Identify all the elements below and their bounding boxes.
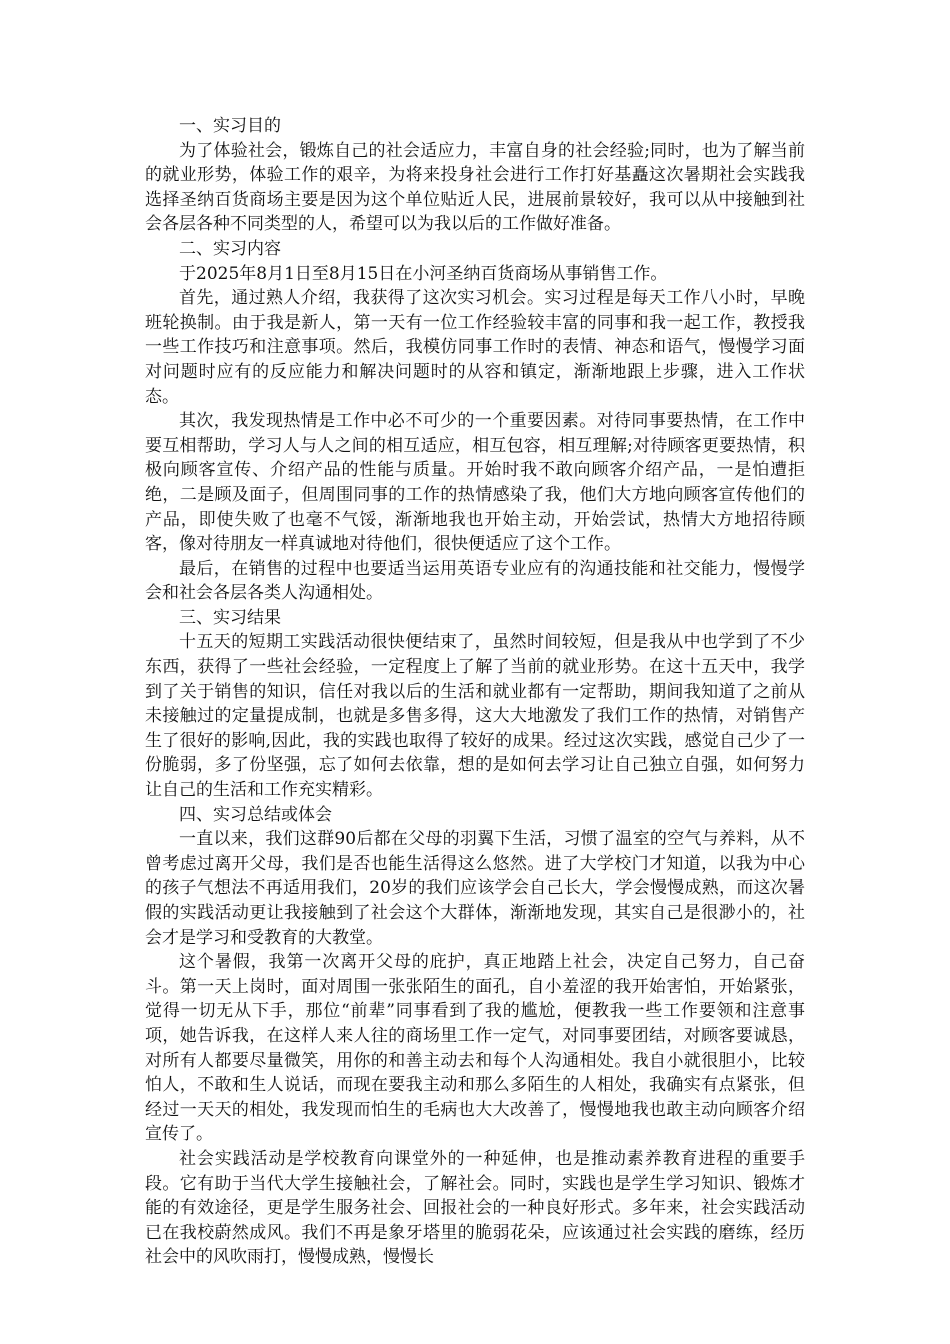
body-paragraph: 其次，我发现热情是工作中必不可少的一个重要因素。对待同事要热情，在工作中要互相帮助，学习人与人之间的相互适应，相互包容，相互理解;对待顾客更要热情，积极向顾客宣传、介绍产品的性能与质量。开始时我不敢向顾客介绍产品，一是怕遭拒绝，二是顾及面子，但周围同事的工作的热情感染了我，他们大方地向顾客宣传他们的产品，即使失败了也毫不气馁，渐渐地我也开始主动，开始尝试，热情大方地招待顾客，像对待朋友一样真诚地对待他们，很快便适应了这个工作。: [145, 411, 805, 555]
section-heading: 一、实习目的: [179, 116, 281, 136]
body-paragraph: 最后，在销售的过程中也要适当运用英语专业应有的沟通技能和社交能力，慢慢学会和社会各层各类人沟通相处。: [145, 558, 805, 604]
body-paragraph: 为了体验社会，锻炼自己的社会适应力，丰富自身的社会经验;同时，也为了解当前的就业形势，体验工作的艰辛，为将来投身社会进行工作打好基矗这次暑期社会实践我选择圣纳百货商场主要是因为这个单位贴近人民，进展前景较好，我可以从中接触到社会各层各种不同类型的人，希望可以为我以后的工作做好准备。: [145, 140, 805, 235]
section-heading: 三、实习结果: [179, 607, 281, 628]
document-body: [145, 114, 805, 1270]
body-paragraph: 社会实践活动是学校教育向课堂外的一种延伸，也是推动素养教育进程的重要手段。它有助于当代大学生接触社会，了解社会。同时，实践也是学生学习知识、锻炼才能的有效途径，更是学生服务社会、回报社会的一种良好形式。多年来，社会实践活动已在我校蔚然成风。我们不再是象牙塔里的脆弱花朵，应该通过社会实践的磨练，经历社会中的风吹雨打，慢慢成熟，慢慢长: [145, 1148, 805, 1268]
body-paragraph: 一直以来，我们这群90后都在父母的羽翼下生活，习惯了温室的空气与养料，从不曾考虑过离开父母，我们是否也能生活得这么悠然。进了大学校门才知道，以我为中心的孩子气想法不再适用我们，20岁的我们应该学会自己长大，学会慢慢成熟，而这次暑假的实践活动更让我接触到了社会这个大群体，渐渐地发现，其实自己是很渺小的，社会才是学习和受教育的大教堂。: [145, 829, 805, 948]
section-heading: 四、实习总结或体会: [179, 804, 332, 825]
section-heading: 二、实习内容: [179, 238, 281, 259]
body-paragraph: 于2025年8月1日至8月15日在小河圣纳百货商场从事销售工作。: [179, 263, 668, 284]
body-paragraph: 这个暑假，我第一次离开父母的庇护，真正地踏上社会，决定自己努力，自己奋斗。第一天上岗时，面对周围一张张陌生的面孔，自小羞涩的我开始害怕，开始紧张，觉得一切无从下手，那位“前辈”同事看到了我的尴尬，便教我一些工作要领和注意事项，她告诉我，在这样人来人往的商场里工作一定气，对同事要团结，对顾客要诚恳，对所有人都要尽量微笑，用你的和善主动去和每个人沟通相处。我自小就很胆小，比较怕人，不敢和生人说话，而现在要我主动和那么多陌生的人相处，我确实有点紧张，但经过一天天的相处，我发现而怕生的毛病也大大改善了，慢慢地我也敢主动向顾客介绍宣传了。: [145, 952, 805, 1145]
body-paragraph: 十五天的短期工实践活动很快便结束了，虽然时间较短，但是我从中也学到了不少东西，获得了一些社会经验，一定程度上了解了当前的就业形势。在这十五天中，我学到了关于销售的知识，信任对我以后的生活和就业都有一定帮助，期间我知道了之前从未接触过的定量提成制，也就是多售多得，这大大地激发了我们工作的热情，对销售产生了很好的影响,因此，我的实践也取得了较好的成果。经过这次实践，感觉自己少了一份脆弱，多了份坚强，忘了如何去依靠，想的是如何去学习让自己独立自强，如何努力让自己的生活和工作充实精彩。: [145, 632, 805, 801]
body-paragraph: 首先，通过熟人介绍，我获得了这次实习机会。实习过程是每天工作八小时，早晚班轮换制。由于我是新人，第一天有一位工作经验较丰富的同事和我一起工作，教授我一些工作技巧和注意事项。然后，我模仿同事工作时的表情、神态和语气，慢慢学习面对问题时应有的反应能力和解决问题时的从容和镇定，渐渐地跟上步骤，进入工作状态。: [145, 288, 805, 407]
